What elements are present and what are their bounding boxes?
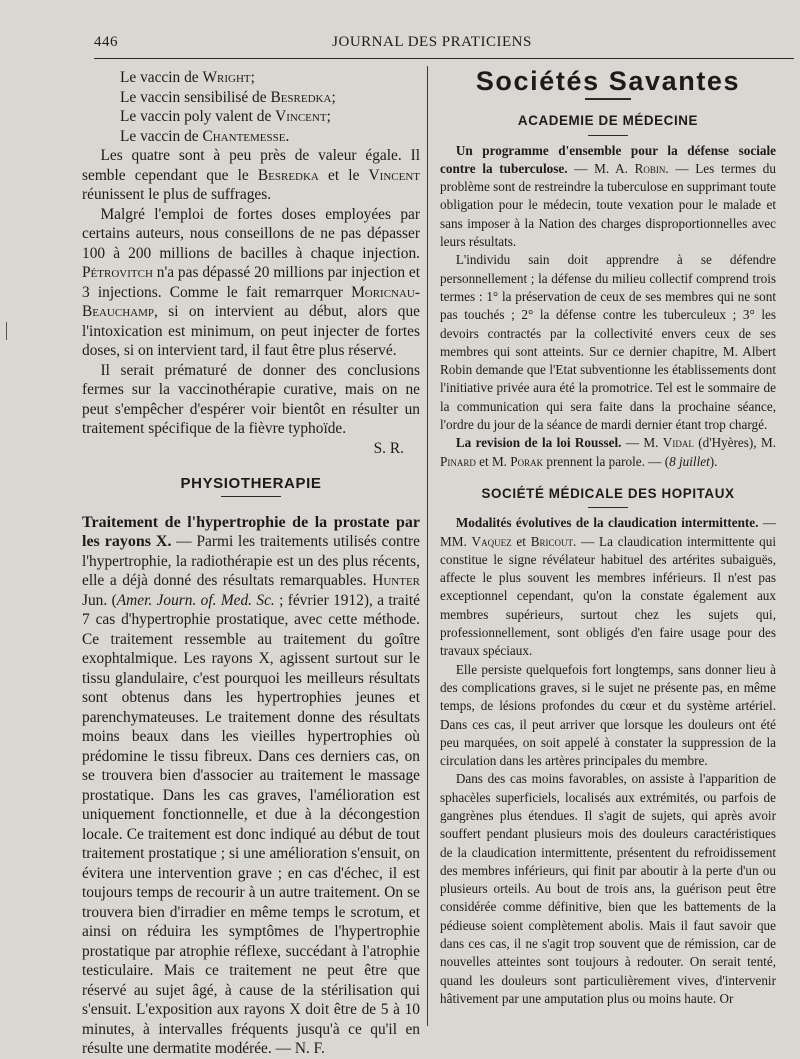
paragraph: Elle persiste quelquefois fort longtemps, sans donner lieu à des complications graves, si le sujet ne présente pas, en même temps, de lésions profondes du cœur et du système artériel. Dans ces cas, il peut arriver que lorsque les douleurs ont été peu marquées, on soit appelé à constater la suppression de la circulation dans les artères principales du membre.: [440, 661, 776, 769]
header-rule: [94, 58, 794, 59]
paragraph: Malgré l'emploi de fortes doses employées par certains auteurs, nous conseillons de ne pas dépasser 100 à 200 millions de bacilles à chaque injection. Pétrovitch n'a pas dépassé 20 millions par injection et 3 injections. Comme le fait remarrquer Moricnau-Beauchamp, si on intervient au début, alors que l'intoxication est minimum, on peut injecter de fortes doses, si on intervient tard, il faut être plus réservé.: [82, 205, 420, 359]
title-rule: [585, 98, 631, 100]
signature: S. R.: [373, 439, 404, 457]
page-header: [94, 34, 770, 56]
right-column: [440, 68, 776, 1008]
margin-mark: [6, 322, 7, 340]
page-number: 446: [94, 34, 118, 50]
column-divider: [427, 66, 428, 1026]
vaccine-line: Le vaccin sensibilisé de Besredka;: [120, 88, 336, 106]
section-title: PHYSIOTHERAPIE: [180, 475, 322, 492]
paragraph: Dans des cas moins favorables, on assiste à l'apparition de sphacèles superficiels, localisés aux extrémités, ou parfois de gangrènes plus étendues. Il s'agit de sujets, qui après avoir souffert pendant plusieurs mois des douleurs caractéristiques de la claudication intermittente, présentent du refroidissement des membres inférieurs, qui finit par aboutir à la perte d'un ou plusieurs orteils. Au bout de trois ans, la guérison peut être considérée comme définitive, bien que les battements de la pédieuse soient complètement abolis. Mais il faut savoir que dans ces cas, il ne s'agit trop souvent que de rémission, car de nouvelles atteintes sont toujours à redouter. On serait tenté, quand les douleurs sont particulièrement vives, d'intervenir hâtivement par une amputation plus ou moins haute. Or: [440, 771, 776, 1006]
paragraph: La revision de la loi Roussel. — M. Vidal (d'Hyères), M. Pinard et M. Porak prennent la parole. — (8 juillet).: [440, 435, 776, 469]
vaccine-line: Le vaccin de Chantemesse.: [120, 127, 290, 145]
vaccine-line: Le vaccin poly valent de Vincent;: [120, 108, 331, 125]
journal-title: JOURNAL DES PRATICIENS: [332, 34, 532, 50]
societies-title: Sociétés Savantes: [475, 66, 741, 96]
article-paragraph: Traitement de l'hypertrophie de la prostate par les rayons X. — Parmi les traitements utilisés contre l'hypertrophie, la radiothérapie est un des plus récents, elle a déjà donné des résultats remarquables. Hunter Jun. (Amer. Journ. of. Med. Sc. ; février 1912), a traité 7 cas d'hypertrophie prostatique, avec cette méthode. Ce traitement ressemble au traitement du goître exophtalmique. Les rayons X, agissent surtout sur le tissu glandulaire, c'est pourquoi les meilleurs résultats sont obtenus dans les hypertrophies jeunes et parenchymateuses. Le traitement donne des résultats moins beaux dans les vieilles hypertrophies où prédomine le tissu fibreux. Dans ces derniers cas, on se trouvera bien d'associer au traitement le massage prostatique. Dans les cas graves, l'amélioration est uniquement fonctionnelle, et due à la décongestion locale. Ce traitement est donc indiqué au début de tout traitement prostatique ; si une amélioration s'ensuit, on évitera une intervention grave ; en cas d'échec, il est toujours temps de recourir à un autre traitement. On se trouvera bien d'irradier en même temps le scrotum, et ainsi on réduira les symptômes de l'hypertrophie prostatique par atrophie réflexe, succédant à l'atrophie testiculaire. Mais ce traitement ne peut être que réservé au sujet âgé, à cause de la stérilisation qui s'ensuit. L'exposition aux rayons X doit être de 5 à 10 minutes, à intervalles fréquents jusqu'à ce qu'il en résulte une dermatite modérée. — N. F.: [82, 513, 420, 1057]
academie-title: ACADEMIE DE MÉDECINE: [517, 113, 699, 129]
subsection-rule: [588, 135, 628, 136]
paragraph: Un programme d'ensemble pour la défense sociale contre la tuberculose. — M. A. Robin. — Les termes du problème sont de restreindre la tuberculose en supprimant toute obligation pour le médecin, toute vexation pour le malade et sans imposer à la Nation des charges disproportionnelles avec leurs résultats.: [440, 142, 776, 250]
vaccine-line: Le vaccin de Wright;: [120, 69, 255, 86]
paragraph: L'individu sain doit apprendre à se défendre personnellement ; la défense du milieu collectif comprend trois termes : 1° la préservation de ceux de ses membres qui ne sont pas touchés ; 2° la défense contre les tuberculeux ; 3° les devoirs contractés par la collectivité envers ceux de ses membres qui sont atteints. Sur ce dernier chapitre, M. Albert Robin demande que l'Etat subventionne les établissements dont l'initiative privée aura été la promotrice. Tel est le sommaire de la communication qui sera faite dans la prochaine séance, l'ordre du jour de la séance de mardi dernier étant trop chargé.: [440, 252, 776, 433]
section-rule: [221, 496, 281, 497]
paragraph: Il serait prématuré de donner des conclusions fermes sur la vaccinothérapie curative, mais on ne peut s'empêcher d'espérer voir bientôt en résulter un traitement spécifique de la fièvre typhoïde.: [82, 361, 420, 437]
societe-title: SOCIÉTÉ MÉDICALE DES HOPITAUX: [481, 485, 735, 501]
paragraph: Les quatre sont à peu près de valeur égale. Il semble cependant que le Besredka et le Vincent réunissent le plus de suffrages.: [82, 147, 420, 203]
left-column: [82, 68, 420, 1059]
article-title: Traitement de l'hypertrophie de la prostate par les rayons X.: [82, 513, 420, 550]
subsection-rule: [588, 507, 628, 508]
paragraph: Modalités évolutives de la claudication intermittente. — MM. Vaquez et Bricout. — La claudication intermittente qui constitue le signe révélateur habituel des artérites subaiguës, affecte le plus souvent les membres inférieurs. Il n'est pas exceptionnel cependant, qu'on la constate également aux membres supérieurs, surtout chez les sujets qui, professionnellement, sont obligés d'en faire usage pour des travaux spéciaux.: [440, 515, 776, 659]
